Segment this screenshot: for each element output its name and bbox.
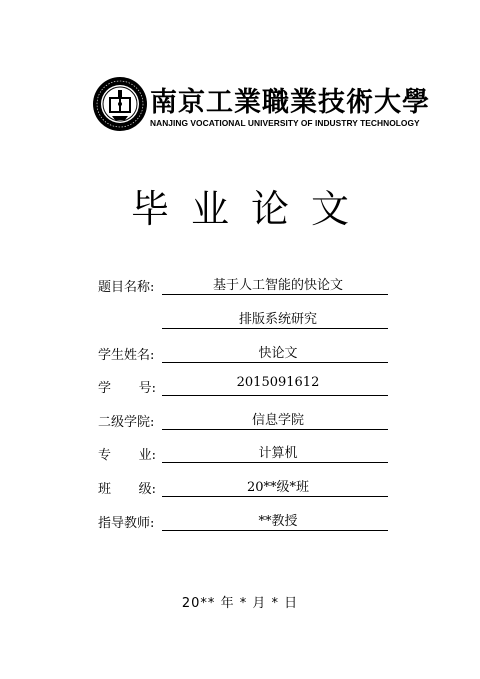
- advisor-underline: [162, 530, 388, 531]
- student-name-underline: [162, 362, 388, 363]
- class-underline: [162, 496, 388, 497]
- student-id-label-part2: 号:: [138, 381, 156, 396]
- student-name-row: [98, 340, 398, 364]
- topic-row-continued: [98, 306, 398, 330]
- advisor-label: 指导教师:: [98, 516, 155, 531]
- university-name-chinese: 南京工業職業技術大學: [150, 87, 430, 118]
- major-value: 计算机: [258, 446, 298, 461]
- class-label-part1: 班: [98, 482, 112, 497]
- document-title: 毕业论文: [130, 187, 371, 231]
- student-id-label-part1: 学: [98, 381, 112, 396]
- student-name-label: 学生姓名:: [98, 348, 155, 363]
- topic-label: 题目名称:: [98, 280, 155, 295]
- major-label: [98, 444, 156, 463]
- college-label: 二级学院:: [98, 415, 155, 430]
- major-label-part2: 业:: [138, 448, 156, 463]
- topic-underline: [162, 294, 388, 295]
- student-id-label: [98, 377, 156, 396]
- topic-row: [98, 272, 398, 296]
- student-id-row: [98, 373, 398, 397]
- university-header: [92, 76, 430, 136]
- submission-date: 20** 年 * 月 * 日: [181, 596, 299, 611]
- topic-underline-2: [162, 328, 388, 329]
- topic-value-line1: 基于人工智能的快论文: [212, 278, 343, 293]
- college-row: [98, 407, 398, 431]
- major-row: [98, 440, 398, 464]
- student-id-underline: [162, 395, 388, 396]
- advisor-row: [98, 508, 398, 532]
- university-emblem-icon: [92, 76, 148, 132]
- major-label-part1: 专: [98, 448, 112, 463]
- advisor-value: **教授: [258, 514, 298, 529]
- college-value: 信息学院: [251, 413, 304, 428]
- student-id-value: 2015091612: [236, 375, 320, 390]
- major-underline: [162, 462, 388, 463]
- university-name-english: NANJING VOCATIONAL UNIVERSITY OF INDUSTRY TECHNOLOGY: [150, 118, 420, 128]
- class-value: 20**级*班: [246, 480, 310, 495]
- topic-value-line2: 排版系统研究: [238, 312, 317, 327]
- class-label-part2: 级:: [138, 482, 156, 497]
- class-row: [98, 474, 398, 498]
- student-name-value: 快论文: [258, 346, 298, 361]
- college-underline: [162, 429, 388, 430]
- class-label: [98, 478, 156, 497]
